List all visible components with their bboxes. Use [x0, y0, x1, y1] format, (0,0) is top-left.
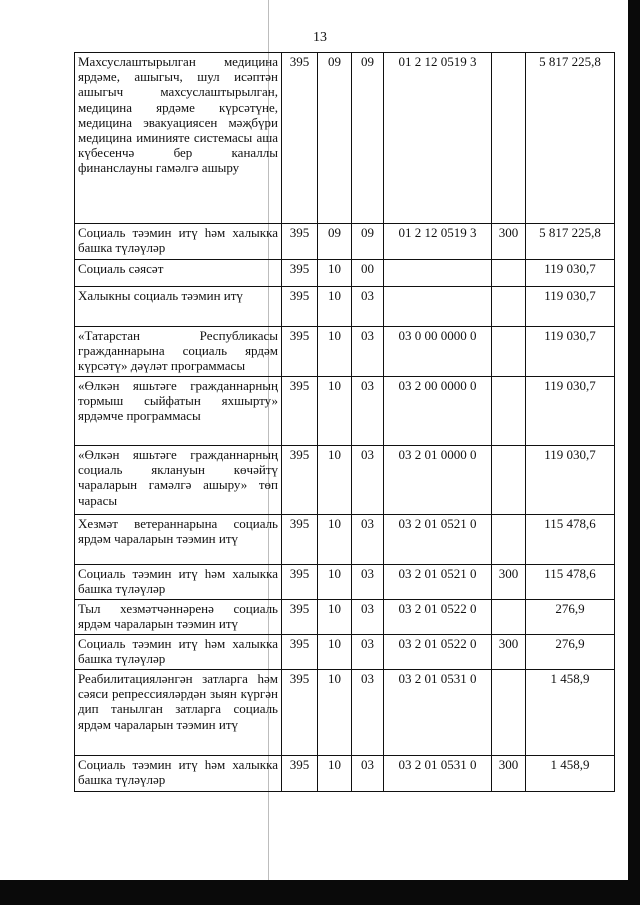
- row-amount: 276,9: [526, 635, 615, 670]
- row-name: «Татарстан Республикасы гражданнарына социаль ярдәм күрсәтү» дәүләт программасы: [75, 327, 282, 377]
- row-expense-type: [492, 260, 526, 287]
- row-section-code: 10: [318, 287, 352, 327]
- row-ministry-code: 395: [282, 287, 318, 327]
- row-subsection-code: 03: [352, 515, 384, 565]
- row-section-code: 09: [318, 224, 352, 260]
- row-target-code: 03 2 00 0000 0: [384, 377, 492, 446]
- table-row: [75, 377, 615, 446]
- row-amount: 5 817 225,8: [526, 224, 615, 260]
- row-ministry-code: 395: [282, 670, 318, 756]
- table-row: [75, 565, 615, 600]
- row-amount: 5 817 225,8: [526, 53, 615, 224]
- row-subsection-code: 03: [352, 600, 384, 635]
- row-target-code: [384, 287, 492, 327]
- row-target-code: 03 2 01 0521 0: [384, 515, 492, 565]
- row-expense-type: 300: [492, 224, 526, 260]
- row-target-code: 03 0 00 0000 0: [384, 327, 492, 377]
- row-ministry-code: 395: [282, 600, 318, 635]
- row-expense-type: [492, 515, 526, 565]
- row-name: Реабилитацияләнгән затларга һәм сәяси репрессияләрдән зыян күргән дип танылган затларга социаль ярдәм чараларын тәэмин итү: [75, 670, 282, 756]
- row-ministry-code: 395: [282, 756, 318, 792]
- row-expense-type: 300: [492, 756, 526, 792]
- row-amount: 119 030,7: [526, 260, 615, 287]
- row-ministry-code: 395: [282, 515, 318, 565]
- table-row: [75, 670, 615, 756]
- row-target-code: 03 2 01 0531 0: [384, 756, 492, 792]
- row-target-code: 03 2 01 0522 0: [384, 600, 492, 635]
- row-amount: 119 030,7: [526, 287, 615, 327]
- row-subsection-code: 03: [352, 446, 384, 515]
- table-row: [75, 446, 615, 515]
- row-expense-type: [492, 53, 526, 224]
- row-section-code: 10: [318, 446, 352, 515]
- row-section-code: 10: [318, 515, 352, 565]
- row-subsection-code: 09: [352, 53, 384, 224]
- row-target-code: 01 2 12 0519 3: [384, 224, 492, 260]
- row-amount: 119 030,7: [526, 327, 615, 377]
- row-target-code: 03 2 01 0521 0: [384, 565, 492, 600]
- row-subsection-code: 09: [352, 224, 384, 260]
- row-name: «Өлкән яшьтәге гражданнарның социаль яклануын көчәйтү чараларын гамәлгә ашыру» төп чарасы: [75, 446, 282, 515]
- row-section-code: 10: [318, 565, 352, 600]
- row-ministry-code: 395: [282, 565, 318, 600]
- row-name: Социаль сәясәт: [75, 260, 282, 287]
- row-section-code: 10: [318, 635, 352, 670]
- row-amount: 119 030,7: [526, 377, 615, 446]
- row-section-code: 10: [318, 377, 352, 446]
- row-amount: 276,9: [526, 600, 615, 635]
- scan-border-bottom: [0, 880, 640, 905]
- row-expense-type: [492, 377, 526, 446]
- row-name: Хезмәт ветераннарына социаль ярдәм чараларын тәэмин итү: [75, 515, 282, 565]
- row-amount: 115 478,6: [526, 565, 615, 600]
- row-name: Социаль тәэмин итү һәм халыкка башка түләүләр: [75, 756, 282, 792]
- row-amount: 1 458,9: [526, 756, 615, 792]
- scan-border-right: [628, 0, 640, 905]
- row-section-code: 10: [318, 600, 352, 635]
- row-ministry-code: 395: [282, 635, 318, 670]
- row-section-code: 10: [318, 756, 352, 792]
- row-ministry-code: 395: [282, 327, 318, 377]
- row-expense-type: [492, 327, 526, 377]
- row-ministry-code: 395: [282, 377, 318, 446]
- row-expense-type: [492, 670, 526, 756]
- table-row: [75, 260, 615, 287]
- row-expense-type: [492, 446, 526, 515]
- row-section-code: 09: [318, 53, 352, 224]
- budget-table: [74, 52, 615, 792]
- row-target-code: [384, 260, 492, 287]
- row-ministry-code: 395: [282, 224, 318, 260]
- row-subsection-code: 03: [352, 377, 384, 446]
- row-section-code: 10: [318, 327, 352, 377]
- row-target-code: 03 2 01 0531 0: [384, 670, 492, 756]
- row-subsection-code: 03: [352, 670, 384, 756]
- row-name: Махсуслаштырылган медицина ярдәме, ашыгыч, шул исәптән ашыгыч махсуслаштырылган, медицина ярдәме күрсәтүне, медицина эвакуациясен мәҗбүри медицина иминияте системасы аша күбесенчә бер каналлы финанслауны гамәлгә ашыру: [75, 53, 282, 224]
- row-ministry-code: 395: [282, 446, 318, 515]
- row-name: Халыкны социаль тәэмин итү: [75, 287, 282, 327]
- row-subsection-code: 00: [352, 260, 384, 287]
- row-target-code: 03 2 01 0522 0: [384, 635, 492, 670]
- row-name: «Өлкән яшьтәге гражданнарның тормыш сыйфатын яхшырту» ярдәмче программасы: [75, 377, 282, 446]
- row-subsection-code: 03: [352, 756, 384, 792]
- row-expense-type: [492, 600, 526, 635]
- row-subsection-code: 03: [352, 287, 384, 327]
- row-name: Социаль тәэмин итү һәм халыкка башка түләүләр: [75, 635, 282, 670]
- row-expense-type: 300: [492, 565, 526, 600]
- row-amount: 119 030,7: [526, 446, 615, 515]
- row-subsection-code: 03: [352, 635, 384, 670]
- budget-table-body: [75, 53, 615, 792]
- table-row: [75, 327, 615, 377]
- row-ministry-code: 395: [282, 260, 318, 287]
- row-amount: 1 458,9: [526, 670, 615, 756]
- row-name: Тыл хезмәтчәннәренә социаль ярдәм чараларын тәэмин итү: [75, 600, 282, 635]
- table-row: [75, 756, 615, 792]
- row-expense-type: [492, 287, 526, 327]
- row-target-code: 01 2 12 0519 3: [384, 53, 492, 224]
- row-ministry-code: 395: [282, 53, 318, 224]
- row-name: Социаль тәэмин итү һәм халыкка башка түләүләр: [75, 565, 282, 600]
- table-row: [75, 600, 615, 635]
- row-target-code: 03 2 01 0000 0: [384, 446, 492, 515]
- table-row: [75, 224, 615, 260]
- row-section-code: 10: [318, 260, 352, 287]
- table-row: [75, 287, 615, 327]
- table-row: [75, 635, 615, 670]
- row-section-code: 10: [318, 670, 352, 756]
- table-row: [75, 53, 615, 224]
- row-amount: 115 478,6: [526, 515, 615, 565]
- table-row: [75, 515, 615, 565]
- page-number: 13: [313, 30, 327, 45]
- row-expense-type: 300: [492, 635, 526, 670]
- row-subsection-code: 03: [352, 565, 384, 600]
- row-subsection-code: 03: [352, 327, 384, 377]
- row-name: Социаль тәэмин итү һәм халыкка башка түләүләр: [75, 224, 282, 260]
